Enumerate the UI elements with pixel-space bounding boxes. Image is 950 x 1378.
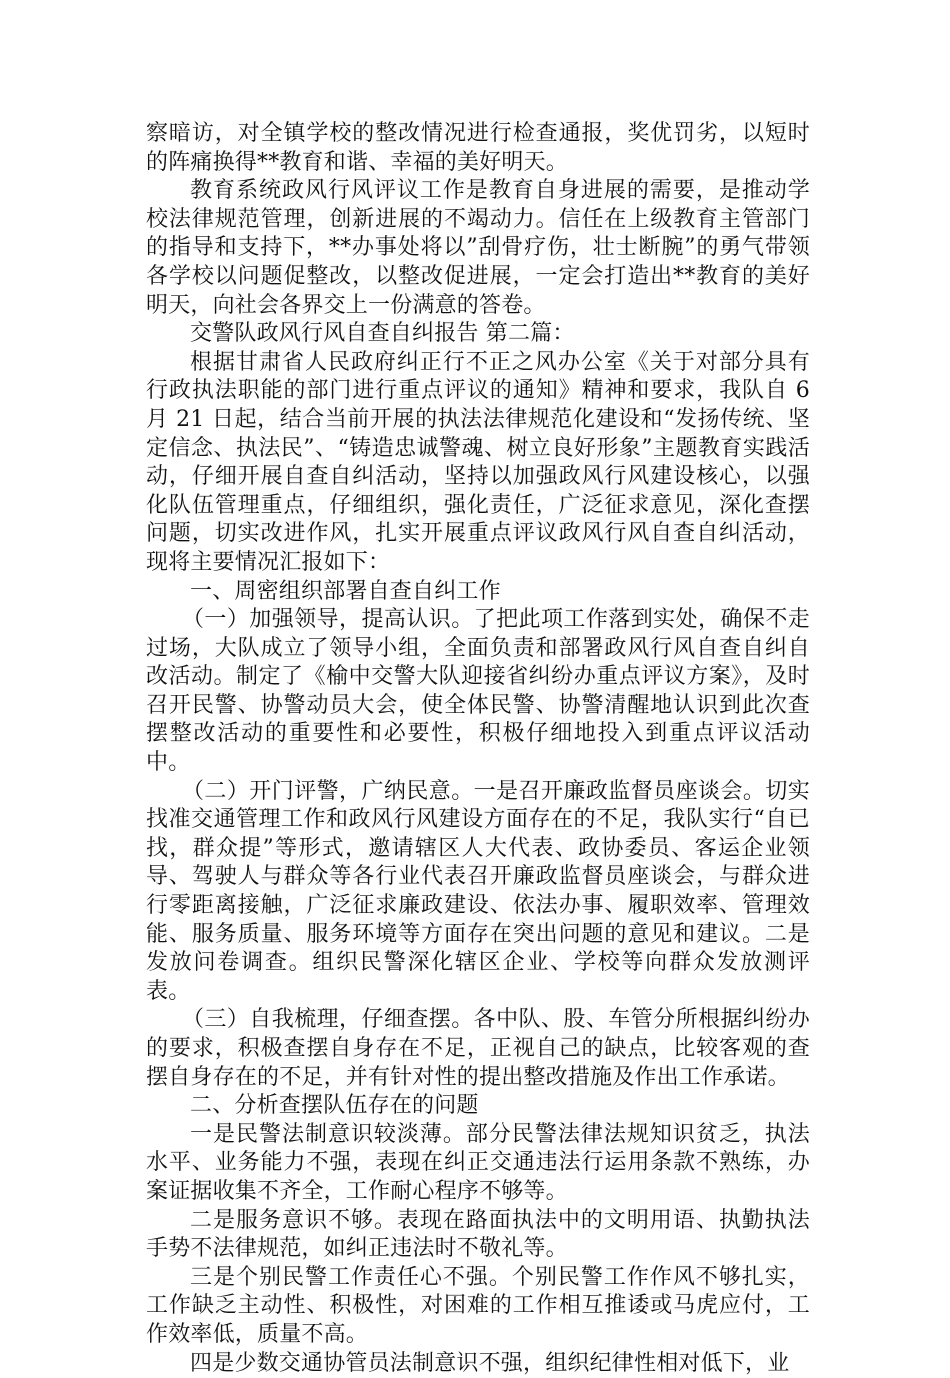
paragraph-item-three: （三）自我梳理，仔细查摆。各中队、股、车管分所根据纠纷办的要求，积极查摆自身存在不足，正视自己的缺点，比较客观的查摆自身存在的不足，并有针对性的提出整改措施及作出工作承诺。 (146, 1007, 810, 1090)
paragraph-problem-four: 四是少数交通协管员法制意识不强，组织纪律性相对低下，业 (190, 1350, 790, 1376)
paragraph-item-one: （一）加强领导，提高认识。了把此项工作落到实处，确保不走过场，大队成立了领导小组，全面负责和部署政风行风自查自纠自改活动。制定了《榆中交警大队迎接省纠纷办重点评议方案》，及时召开民警、协警动员大会，使全体民警、协警清醒地认识到此次查摆整改活动的重要性和必要性，积极仔细地投入到重点评议活动中。 (146, 607, 810, 776)
paragraph-introduction: 根据甘肃省人民政府纠正行不正之风办公室《关于对部分具有行政执法职能的部门进行重点评议的通知》精神和要求，我队自 6 月 21 日起，结合当前开展的执法法律规范化建设和“发扬传统、坚定信念、执法民”、“铸造忠诚警魂、树立良好形象”主题教育实践活动，仔细开展自查自纠活动，坚持以加强政风行风建设核心，以强化队伍管理重点，仔细组织，强化责任，广泛征求意见，深化查摆问题，切实改进作风，扎实开展重点评议政风行风自查自纠活动，现将主要情况汇报如下： (146, 349, 810, 575)
section-title-traffic-police-report: 交警队政风行风自查自纠报告 第二篇： (190, 321, 575, 347)
heading-section-two: 二、分析查摆队伍存在的问题 (190, 1093, 479, 1119)
paragraph-problem-one: 一是民警法制意识较淡薄。部分民警法律法规知识贫乏，执法水平、业务能力不强，表现在纠正交通违法行运用条款不熟练，办案证据收集不齐全，工作耐心程序不够等。 (146, 1121, 810, 1204)
paragraph-item-two: （二）开门评警，广纳民意。一是召开廉政监督员座谈会。切实找准交通管理工作和政风行风建设方面存在的不足，我队实行“自已找，群众提”等形式，邀请辖区人大代表、政协委员、客运企业领导、驾驶人与群众等各行业代表召开廉政监督员座谈会，与群众进行零距离接触，广泛征求廉政建设、依法办事、履职效率、管理效能、服务质量、服务环境等方面存在突出问题的意见和建议。二是发放问卷调查。组织民警深化辖区企业、学校等向群众发放测评表。 (146, 778, 810, 1004)
paragraph-continuation: 察暗访，对全镇学校的整改情况进行检查通报，奖优罚劣，以短时的阵痛换得**教育和谐、幸福的美好明天。 (146, 121, 810, 175)
paragraph-education-evaluation: 教育系统政风行风评议工作是教育自身进展的需要，是推动学校法律规范管理，创新进展的不竭动力。信任在上级教育主管部门的指导和支持下，**办事处将以”刮骨疗伤，壮士断腕”的勇气带领各学校以问题促整改，以整改促进展，一定会打造出**教育的美好明天，向社会各界交上一份满意的答卷。 (146, 178, 810, 318)
document-body (146, 120, 810, 1378)
paragraph-problem-three: 三是个别民警工作责任心不强。个别民警工作作风不够扎实，工作缺乏主动性、积极性，对困难的工作相互推诿或马虎应付，工作效率低，质量不高。 (146, 1264, 810, 1347)
heading-section-one: 一、周密组织部署自查自纠工作 (190, 578, 501, 604)
paragraph-problem-two: 二是服务意识不够。表现在路面执法中的文明用语、执勤执法手势不法律规范，如纠正违法时不敬礼等。 (146, 1207, 810, 1262)
